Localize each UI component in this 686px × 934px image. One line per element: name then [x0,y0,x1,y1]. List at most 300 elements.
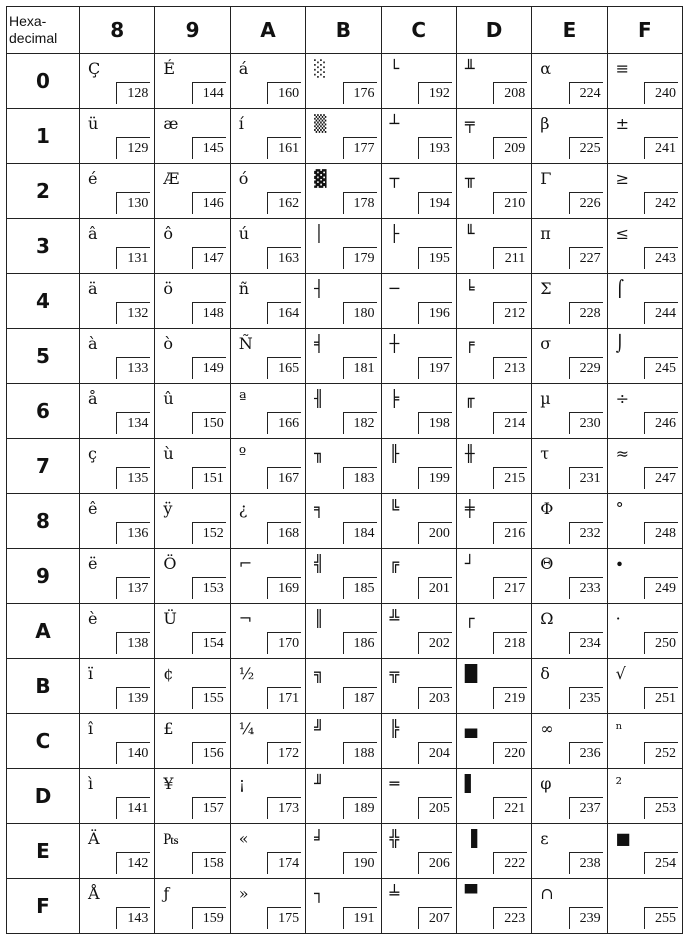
character-glyph: ² [615,774,623,793]
character-glyph: ü [88,114,99,133]
decimal-code-label: 251 [644,687,678,709]
decimal-code-label: 219 [493,687,527,709]
character-cell [532,769,607,824]
character-cell [607,769,682,824]
decimal-code-label: 129 [116,137,150,159]
character-cell [607,824,682,879]
character-cell [381,824,456,879]
decimal-code-label: 197 [418,357,452,379]
character-cell [80,109,155,164]
decimal-code-label: 165 [267,357,301,379]
decimal-code-label: 227 [569,247,603,269]
character-glyph: ╔ [389,554,400,573]
character-glyph: Ç [88,59,101,78]
decimal-code-label: 213 [493,357,527,379]
character-cell [230,439,305,494]
decimal-code-label: 181 [343,357,377,379]
decimal-code-label: 220 [493,742,527,764]
character-cell [456,329,531,384]
character-code-table [6,6,683,934]
character-glyph: ε [540,829,549,848]
character-cell [532,659,607,714]
character-glyph: ¼ [238,719,255,738]
character-cell [155,879,230,934]
decimal-code-label: 132 [116,302,150,324]
character-cell [456,219,531,274]
decimal-code-label: 157 [192,797,226,819]
decimal-code-label: 243 [644,247,678,269]
decimal-code-label: 222 [493,852,527,874]
character-glyph: ║ [314,609,324,628]
decimal-code-label: 208 [493,82,527,104]
decimal-code-label: 152 [192,522,226,544]
row-header: 2 [7,164,80,219]
character-cell [306,549,381,604]
character-cell [155,714,230,769]
decimal-code-label: 192 [418,82,452,104]
character-cell [381,659,456,714]
decimal-code-label: 174 [267,852,301,874]
character-glyph: ¡ [238,774,246,793]
character-glyph: β [540,114,550,133]
character-cell [230,714,305,769]
character-cell [230,54,305,109]
character-glyph: ▐ [464,829,478,848]
decimal-code-label: 137 [116,577,150,599]
decimal-code-label: 151 [192,467,226,489]
character-cell [155,54,230,109]
character-glyph: « [238,829,249,848]
table-row [7,274,683,329]
column-header-f: F [607,7,682,54]
row-header: 8 [7,494,80,549]
character-glyph: Ä [88,829,100,848]
character-glyph: ╙ [464,224,475,243]
character-cell [607,274,682,329]
decimal-code-label: 153 [192,577,226,599]
character-cell [456,164,531,219]
character-cell [456,494,531,549]
row-header: 7 [7,439,80,494]
decimal-code-label: 146 [192,192,226,214]
decimal-code-label: 138 [116,632,150,654]
column-header-a: A [230,7,305,54]
column-header-c: C [381,7,456,54]
character-glyph: ┌ [464,609,475,628]
decimal-code-label: 202 [418,632,452,654]
character-cell [80,439,155,494]
decimal-code-label: 211 [493,247,527,269]
character-glyph: ▄ [464,719,478,738]
character-glyph: å [88,389,98,408]
decimal-code-label: 226 [569,192,603,214]
character-glyph: ª [238,389,247,408]
character-glyph: ¥ [163,774,174,793]
character-glyph: ╕ [314,499,324,518]
character-glyph: ± [615,114,630,133]
decimal-code-label: 164 [267,302,301,324]
decimal-code-label: 190 [343,852,377,874]
character-cell [607,714,682,769]
character-cell [80,549,155,604]
decimal-code-label: 179 [343,247,377,269]
character-glyph: ╗ [314,664,324,683]
character-cell [456,604,531,659]
character-cell [456,109,531,164]
character-glyph: ▒ [314,114,327,133]
decimal-code-label: 156 [192,742,226,764]
character-glyph: â [88,224,98,243]
character-cell [607,54,682,109]
decimal-code-label: 161 [267,137,301,159]
character-glyph: µ [540,389,551,408]
character-cell [230,329,305,384]
decimal-code-label: 141 [116,797,150,819]
character-cell [456,769,531,824]
character-glyph: ⁿ [615,719,623,738]
character-cell [306,219,381,274]
decimal-code-label: 210 [493,192,527,214]
character-glyph: π [540,224,551,243]
decimal-code-label: 235 [569,687,603,709]
character-cell [230,164,305,219]
character-cell [155,494,230,549]
table-row [7,54,683,109]
character-cell [80,824,155,879]
decimal-code-label: 160 [267,82,301,104]
decimal-code-label: 240 [644,82,678,104]
decimal-code-label: 173 [267,797,301,819]
character-cell [155,164,230,219]
character-glyph: ÷ [615,389,630,408]
character-cell [532,164,607,219]
character-cell [155,439,230,494]
character-glyph: ┘ [464,554,475,573]
header-row [7,7,683,54]
decimal-code-label: 212 [493,302,527,324]
row-header: 1 [7,109,80,164]
decimal-code-label: 130 [116,192,150,214]
decimal-code-label: 133 [116,357,150,379]
character-cell [532,219,607,274]
character-glyph: ╝ [314,719,324,738]
row-header: 9 [7,549,80,604]
character-cell [80,494,155,549]
decimal-code-label: 134 [116,412,150,434]
character-glyph: Γ [540,169,552,188]
row-header: 5 [7,329,80,384]
character-cell [80,54,155,109]
character-cell [80,274,155,329]
decimal-code-label: 140 [116,742,150,764]
character-cell [381,274,456,329]
decimal-code-label: 184 [343,522,377,544]
character-glyph: ╒ [464,334,475,353]
decimal-code-label: 204 [418,742,452,764]
decimal-code-label: 255 [644,907,678,929]
character-glyph: │ [314,224,324,243]
character-cell [306,824,381,879]
decimal-code-label: 170 [267,632,301,654]
decimal-code-label: 232 [569,522,603,544]
decimal-code-label: 135 [116,467,150,489]
decimal-code-label: 143 [116,907,150,929]
character-glyph: ⌡ [615,334,624,353]
character-glyph: É [163,59,176,78]
character-glyph: ╦ [389,664,400,683]
character-glyph: ≤ [615,224,630,243]
decimal-code-label: 250 [644,632,678,654]
column-header-b: B [306,7,381,54]
decimal-code-label: 166 [267,412,301,434]
character-glyph: ê [88,499,98,518]
character-cell [381,494,456,549]
character-cell [532,879,607,934]
character-glyph: τ [540,444,550,463]
decimal-code-label: 144 [192,82,226,104]
character-cell [230,549,305,604]
character-glyph: ö [163,279,174,298]
character-glyph: ╚ [389,499,400,518]
character-glyph: ╠ [389,719,400,738]
table-row [7,769,683,824]
character-cell [456,714,531,769]
character-cell [456,54,531,109]
character-cell [306,714,381,769]
character-cell [532,329,607,384]
table-row [7,439,683,494]
character-glyph: ■ [615,829,631,848]
decimal-code-label: 187 [343,687,377,709]
character-glyph: ù [163,444,174,463]
character-glyph: ñ [238,279,250,298]
decimal-code-label: 199 [418,467,452,489]
decimal-code-label: 218 [493,632,527,654]
character-glyph: ┴ [389,114,400,133]
decimal-code-label: 168 [267,522,301,544]
decimal-code-label: 172 [267,742,301,764]
decimal-code-label: 201 [418,577,452,599]
character-glyph: ⌠ [615,279,624,298]
decimal-code-label: 233 [569,577,603,599]
character-glyph: ∩ [540,884,554,903]
character-glyph: ┼ [389,334,400,353]
decimal-code-label: 180 [343,302,377,324]
character-cell [306,109,381,164]
row-header: F [7,879,80,934]
row-header: D [7,769,80,824]
character-glyph: ï [88,664,94,683]
character-glyph: é [88,169,98,188]
character-glyph: ⌐ [238,554,253,573]
character-cell [306,384,381,439]
row-header: 0 [7,54,80,109]
character-glyph: └ [389,59,400,78]
character-cell [230,384,305,439]
character-glyph: ä [88,279,98,298]
decimal-code-label: 159 [192,907,226,929]
character-glyph: ╥ [464,169,475,188]
character-glyph: ° [615,499,624,518]
character-cell [607,384,682,439]
decimal-code-label: 128 [116,82,150,104]
character-glyph: î [88,719,94,738]
character-cell [607,219,682,274]
character-cell [532,714,607,769]
table-row [7,329,683,384]
character-glyph: φ [540,774,552,793]
character-glyph: ∞ [540,719,554,738]
character-glyph: ╖ [314,444,324,463]
character-cell [230,879,305,934]
decimal-code-label: 234 [569,632,603,654]
character-cell [155,824,230,879]
character-cell [381,879,456,934]
decimal-code-label: 147 [192,247,226,269]
decimal-code-label: 231 [569,467,603,489]
decimal-code-label: 229 [569,357,603,379]
character-cell [381,329,456,384]
corner-label-line-2: decimal [9,30,58,46]
decimal-code-label: 142 [116,852,150,874]
character-cell [532,439,607,494]
character-glyph: ¢ [163,664,174,683]
character-cell [80,329,155,384]
character-cell [306,274,381,329]
character-cell [456,439,531,494]
row-header: 3 [7,219,80,274]
character-cell [456,879,531,934]
character-glyph: ▌ [464,774,478,793]
decimal-code-label: 177 [343,137,377,159]
character-glyph: ₧ [163,829,179,848]
character-glyph: ╫ [464,444,475,463]
decimal-code-label: 158 [192,852,226,874]
character-cell [306,659,381,714]
decimal-code-label: 252 [644,742,678,764]
character-glyph: Å [88,884,100,903]
character-glyph: è [88,609,98,628]
decimal-code-label: 145 [192,137,226,159]
character-cell [230,109,305,164]
table-row [7,219,683,274]
character-cell [230,219,305,274]
decimal-code-label: 230 [569,412,603,434]
decimal-code-label: 155 [192,687,226,709]
decimal-code-label: 217 [493,577,527,599]
character-glyph: ¿ [238,499,248,518]
character-glyph: ░ [314,59,327,78]
character-glyph: £ [163,719,174,738]
character-cell [80,219,155,274]
decimal-code-label: 185 [343,577,377,599]
character-glyph: ╢ [314,389,324,408]
character-cell [306,494,381,549]
character-glyph: ╡ [314,334,324,353]
character-glyph: ╟ [389,444,400,463]
character-cell [381,769,456,824]
character-glyph: Ñ [238,334,253,353]
character-glyph: ë [88,554,98,573]
character-cell [607,109,682,164]
character-cell [532,109,607,164]
character-glyph: ½ [238,664,255,683]
character-cell [381,109,456,164]
character-cell [532,54,607,109]
decimal-code-label: 248 [644,522,678,544]
character-glyph: ╨ [464,59,475,78]
character-cell [456,274,531,329]
character-cell [80,604,155,659]
character-cell [532,494,607,549]
decimal-code-label: 183 [343,467,377,489]
character-glyph: ¬ [238,609,253,628]
table-row [7,714,683,769]
character-cell [155,109,230,164]
character-glyph: Æ [163,169,180,188]
character-glyph: à [88,334,98,353]
character-cell [381,164,456,219]
character-glyph: ∙ [615,554,624,573]
character-cell [230,824,305,879]
row-header: 4 [7,274,80,329]
hexadecimal-corner-header [7,7,80,54]
character-cell [607,549,682,604]
decimal-code-label: 216 [493,522,527,544]
character-cell [381,219,456,274]
character-glyph: ▓ [314,169,327,188]
character-cell [230,604,305,659]
decimal-code-label: 205 [418,797,452,819]
decimal-code-label: 236 [569,742,603,764]
row-header: B [7,659,80,714]
column-header-d: D [456,7,531,54]
table-row [7,549,683,604]
character-glyph: º [238,444,247,463]
character-glyph: ├ [389,224,400,243]
decimal-code-label: 169 [267,577,301,599]
decimal-code-label: 254 [644,852,678,874]
character-cell [381,439,456,494]
character-glyph: ╪ [464,499,475,518]
character-cell [532,604,607,659]
decimal-code-label: 176 [343,82,377,104]
character-cell [456,659,531,714]
character-glyph: Σ [540,279,552,298]
decimal-code-label: 200 [418,522,452,544]
character-cell [230,494,305,549]
decimal-code-label: 245 [644,357,678,379]
corner-label-line-1: Hexa- [9,13,47,29]
character-glyph: ─ [389,279,400,298]
decimal-code-label: 203 [418,687,452,709]
row-header: C [7,714,80,769]
character-glyph: ç [88,444,97,463]
character-glyph: · [615,609,621,628]
table-row [7,659,683,714]
character-cell [456,549,531,604]
decimal-code-label: 214 [493,412,527,434]
character-glyph: Ω [540,609,554,628]
character-cell [155,384,230,439]
character-cell [155,329,230,384]
decimal-code-label: 131 [116,247,150,269]
character-glyph: » [238,884,249,903]
character-glyph: Ö [163,554,177,573]
character-glyph: ì [88,774,94,793]
character-cell [532,384,607,439]
character-cell [381,54,456,109]
